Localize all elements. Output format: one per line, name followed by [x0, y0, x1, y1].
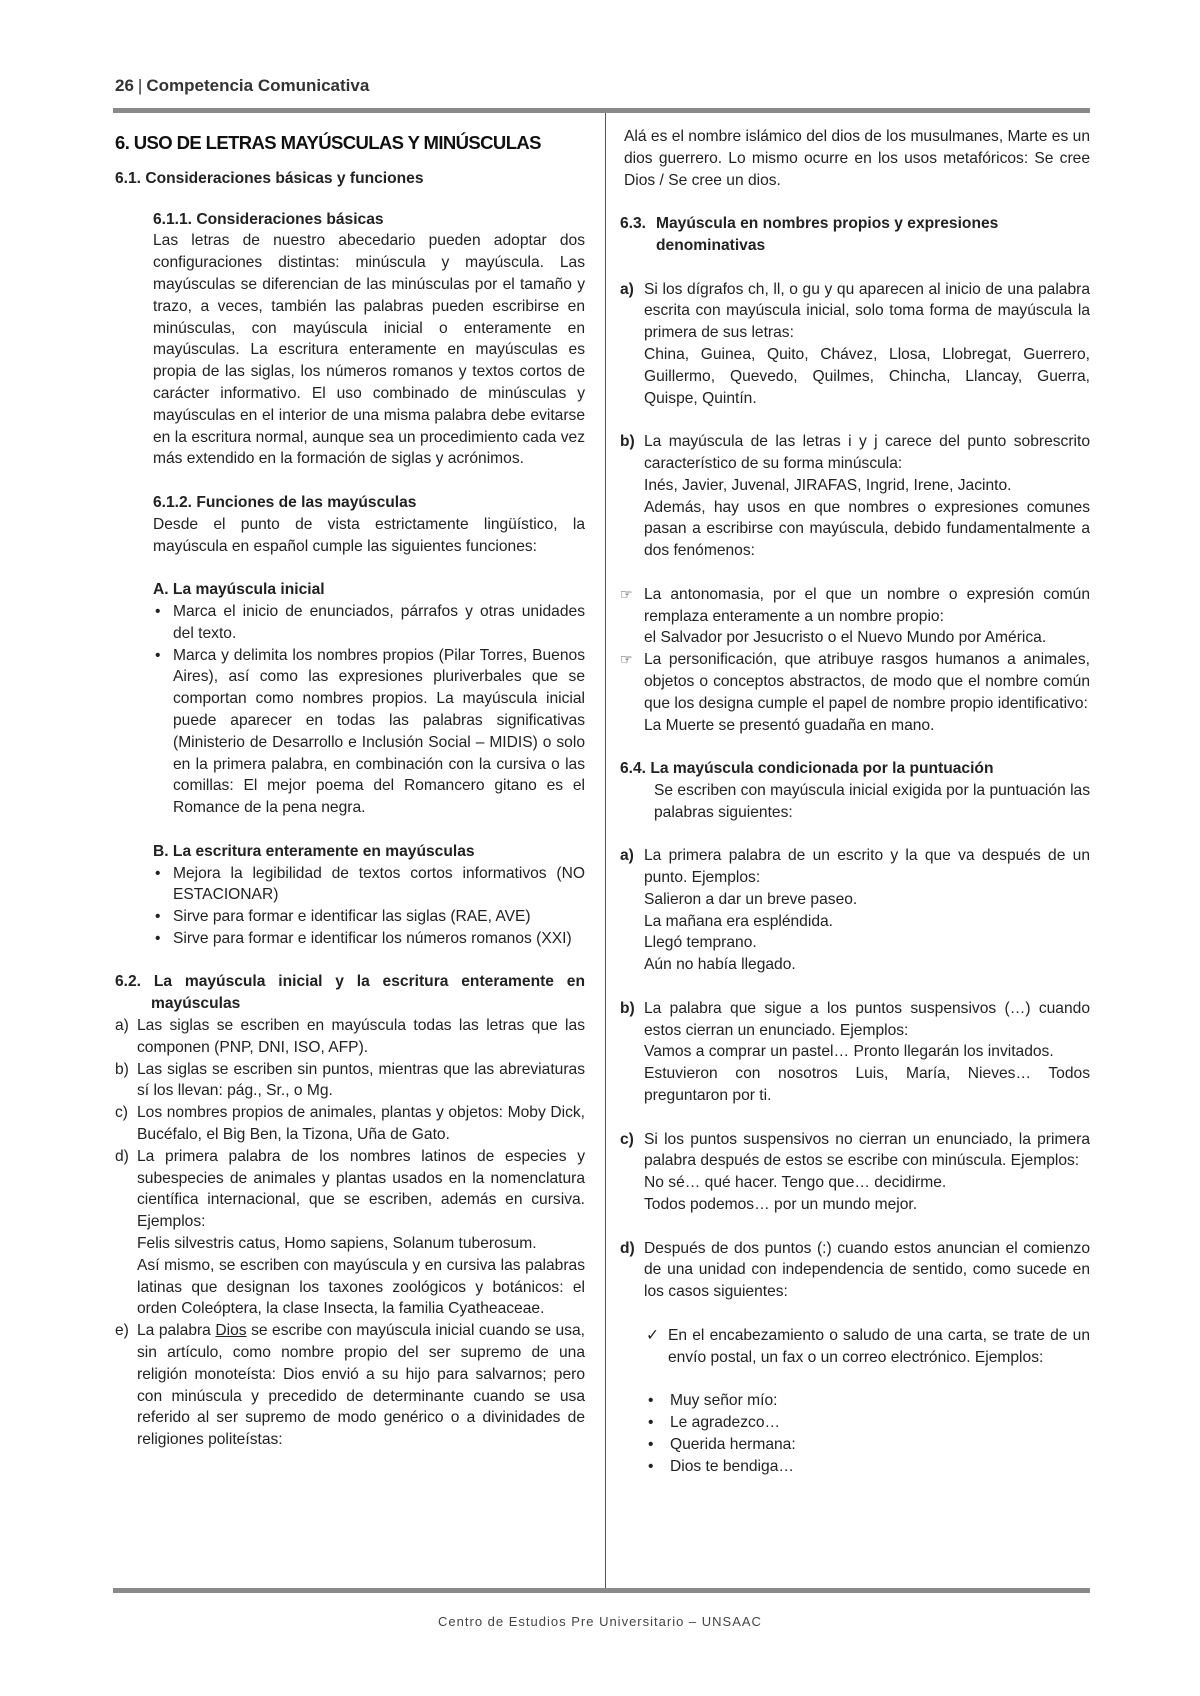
- list-item: c) Si los puntos suspensivos no cierran un enunciado, la primera palabra después de estos se escribe con minúscula. Ejemplos: No sé… qué hacer. Tengo que… decidirme. Todos podemos… por un mundo mejor.: [620, 1130, 1090, 1214]
- list-item: ☞ La antonomasia, por el que un nombre o expresión común remplaza enteramente a un nombre propio: el Salvador por Jesucristo o el Nuevo Mundo por América.: [620, 585, 1090, 647]
- heading-6-1: 6.1. Consideraciones básicas y funciones: [115, 169, 424, 187]
- heading-A: A. La mayúscula inicial: [153, 581, 325, 599]
- page-footer: Centro de Estudios Pre Universitario – UNSAAC: [438, 1614, 762, 1629]
- list-item: c) Los nombres propios de animales, plantas y objetos: Moby Dick, Bucéfalo, el Big Ben, la Tizona, Uña de Gato.: [115, 1104, 585, 1144]
- page-header: [115, 76, 369, 96]
- bullet-icon: •: [155, 908, 161, 926]
- bullet-icon: •: [648, 1392, 654, 1410]
- paragraph-6-1-1: Las letras de nuestro abecedario pueden adoptar dos configuraciones distintas: minúscula y mayúscula. Las mayúsculas se diferencian de las minúsculas por el tamaño y trazo, a veces, también las palabras pueden escribirse en minúsculas, con mayúscula inicial o enteramente en mayúsculas. La escritura enteramente en mayúsculas es propia de las siglas, los números romanos y textos cortos de carácter informativo. El uso combinado de minúsculas y mayúsculas en el interior de una misma palabra debe evitarse en la escritura normal, aunque sea un procedimiento cada vez más extendido en la formación de siglas y acrónimos.: [153, 232, 585, 468]
- header-title: Competencia Comunicativa: [146, 76, 370, 95]
- heading-6-1-2: 6.1.2. Funciones de las mayúsculas: [153, 493, 417, 511]
- bullet-icon: •: [155, 602, 161, 620]
- pointing-hand-icon: ☞: [620, 585, 633, 602]
- checkmark-icon: ✓: [646, 1326, 660, 1344]
- top-rule: [113, 108, 1090, 113]
- list-item: b) La palabra que sigue a los puntos suspensivos (…) cuando estos cierran un enunciado. Ejemplos: Vamos a comprar un pastel… Pronto llegarán los invitados. Estuvieron con nosotros Luis, María, Nieves… Todos preguntaron por ti.: [620, 999, 1090, 1105]
- heading-6-1-1: 6.1.1. Consideraciones básicas: [153, 210, 384, 228]
- bottom-rule: [113, 1588, 1090, 1593]
- list-item: b) La mayúscula de las letras i y j carece del punto sobrescrito característico de su forma minúscula: Inés, Javier, Juvenal, JIRAFAS, Ingrid, Irene, Jacinto. Además, hay usos en que nombres o expresiones comunes pasan a escribirse con mayúscula, debido fundamentalmente a dos fenómenos:: [620, 433, 1090, 560]
- list-item: • Sirve para formar e identificar los números romanos (XXI): [153, 928, 585, 950]
- list-item: b) Las siglas se escriben sin puntos, mientras que las abreviaturas sí los llevan: pág., Sr., o Mg.: [115, 1060, 585, 1100]
- left-column: [115, 126, 585, 1451]
- heading-6-4: 6.4. La mayúscula condicionada por la puntuación: [620, 760, 994, 778]
- underlined-word: Dios: [215, 1322, 247, 1340]
- paragraph-6-4: Se escriben con mayúscula inicial exigida por la puntuación las palabras siguientes:: [654, 781, 1091, 821]
- bullet-icon: •: [648, 1435, 654, 1453]
- list-item: ☞ La personificación, que atribuye rasgos humanos a animales, objetos o conceptos abstractos, de modo que el nombre común que los designa cumple el papel de nombre propio identificativo: La Muerte se presentó guadaña en mano.: [620, 651, 1090, 734]
- list-item: • Muy señor mío:: [646, 1390, 1090, 1412]
- list-item: d) La primera palabra de los nombres latinos de especies y subespecies de animales y plantas usados en la nomenclatura científica internacional, que se escriben, además en cursiva. Ejemplos: Felis silvestris catus, Homo sapiens, Solanum tuberosum. Así mismo, se escriben con mayúscula y en cursiva las palabras latinas que designan los taxones zoológicos y botánicos: el orden Coleóptera, la clase Insecta, la familia Cyatheaceae.: [115, 1147, 585, 1318]
- list-item: • Marca y delimita los nombres propios (Pilar Torres, Buenos Aires), así como las expresiones pluriverbales que se comportan como nombres propios. La mayúscula inicial puede aparecer en todas las palabras significativas (Ministerio de Desarrollo e Inclusión Social – MIDIS) o solo en la primera palabra, en combinación con la cursiva o las comillas: El mejor poema del Romancero gitano es el Romance de la pena negra.: [155, 646, 585, 817]
- right-column: [620, 126, 1090, 1477]
- list-item: a) Si los dígrafos ch, ll, o gu y qu aparecen al inicio de una palabra escrita con mayúscula inicial, solo toma forma de mayúscula la primera de sus letras: China, Guinea, Quito, Chávez, Llosa, Llobregat, Guerrero, Guillermo, Quevedo, Quilmes, Chincha, Llancay, Guerra, Quispe, Quintín.: [620, 280, 1090, 407]
- list-item: a) Las siglas se escriben en mayúscula todas las letras que las componen (PNP, DNI, ISO, AFP).: [115, 1017, 585, 1056]
- list-item: • Querida hermana:: [646, 1434, 1090, 1456]
- list-item: • Le agradezco…: [646, 1412, 1090, 1434]
- continued-paragraph: Alá es el nombre islámico del dios de los musulmanes, Marte es un dios guerrero. Lo mismo ocurre en los usos metafóricos: Se cree Dios / Se cree un dios.: [624, 128, 1090, 189]
- list-item: e) La palabra Dios se escribe con mayúscula inicial cuando se usa, sin artículo, como nombre propio del ser supremo de una religión monoteísta: Dios envió a su hijo para salvarnos; pero con minúscula y precedido de determinante cuando se usa referido al ser supremo de modo genérico o a divinidades de religiones politeístas:: [115, 1322, 585, 1449]
- list-item: • Marca el inicio de enunciados, párrafos y otras unidades del texto.: [155, 602, 585, 642]
- header-separator: |: [137, 76, 143, 95]
- bullet-icon: •: [155, 929, 161, 947]
- list-item: a) La primera palabra de un escrito y la que va después de un punto. Ejemplos: Salieron a dar un breve paseo. La mañana era espléndida. Llegó temprano. Aún no había llegado.: [620, 847, 1090, 974]
- pointing-hand-icon: ☞: [620, 651, 633, 668]
- bullet-icon: •: [155, 864, 161, 882]
- heading-6-3: 6.3. Mayúscula en nombres propios y expresiones denominativas: [620, 215, 999, 254]
- list-item: • Sirve para formar e identificar las siglas (RAE, AVE): [153, 906, 585, 928]
- bullet-icon: •: [648, 1414, 654, 1432]
- list-item: • Dios te bendiga…: [646, 1456, 1090, 1478]
- list-item: d) Después de dos puntos (:) cuando estos anuncian el comienzo de una unidad con independencia de sentido, como sucede en los casos siguientes:: [620, 1239, 1090, 1301]
- paragraph-6-1-2: Desde el punto de vista estrictamente lingüístico, la mayúscula en español cumple las siguientes funciones:: [153, 515, 585, 555]
- bullet-icon: •: [155, 646, 161, 664]
- section-title: 6. USO DE LETRAS MAYÚSCULAS Y MINÚSCULAS: [115, 132, 541, 153]
- page-number: 26: [115, 76, 134, 95]
- column-divider: [605, 113, 606, 1588]
- bullet-icon: •: [648, 1457, 654, 1475]
- heading-6-2: 6.2. La mayúscula inicial y la escritura enteramente en mayúsculas: [115, 973, 585, 1013]
- heading-B: B. La escritura enteramente en mayúsculas: [153, 842, 475, 860]
- list-item: ✓ En el encabezamiento o saludo de una carta, se trate de un envío postal, un fax o un correo electrónico. Ejemplos:: [646, 1326, 1090, 1366]
- list-item: • Mejora la legibilidad de textos cortos informativos (NO ESTACIONAR): [155, 864, 585, 904]
